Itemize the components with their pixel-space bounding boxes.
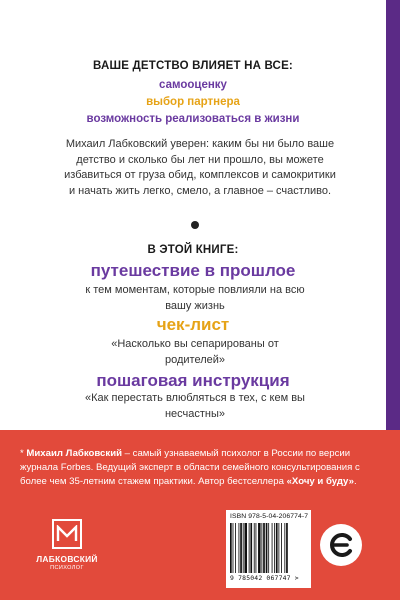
intro-item-self-esteem: самооценку — [159, 79, 227, 91]
author-name: Михаил Лабковский — [26, 448, 122, 459]
book-heading: В ЭТОЙ КНИГЕ: — [147, 244, 239, 256]
intro-heading: ВАШЕ ДЕТСТВО ВЛИЯЕТ НА ВСЕ: — [93, 60, 293, 72]
intro-paragraph: Михаил Лабковский уверен: каким бы ни было ваше детство и сколько бы лет ни прошло, вы можете избавиться от груза обид, комплексов и самокритики и начать жить легко, смело, а главное – счастливо. — [64, 138, 336, 197]
eksmo-logo-icon — [320, 524, 362, 566]
section-text-checklist: «Насколько вы сепарированы от родителей» — [111, 338, 279, 366]
logo-name: ЛАБКОВСКИЙ — [36, 554, 98, 564]
bio-end: . — [353, 476, 357, 487]
bio-asterisk: * — [20, 448, 27, 459]
ean-digits: 9 785042 067747 > — [230, 574, 299, 582]
isbn-number: ISBN 978-5-04-206774-7 — [230, 513, 309, 520]
barcode — [226, 510, 311, 588]
barcode-bars — [230, 523, 307, 573]
spine-stripe — [386, 0, 400, 430]
labkovsky-monogram-icon — [52, 519, 82, 549]
section-title-checklist: чек-лист — [156, 315, 230, 334]
section-text-instruction: «Как перестать влюбляться в тех, с кем вы несчастны» — [85, 392, 305, 420]
section-title-journey: путешествие в прошлое — [90, 261, 296, 280]
intro-item-self-realization: возможность реализоваться в жизни — [86, 113, 300, 125]
bio-text: – самый узнаваемый психолог в России по версии журнала Forbes. Ведущий эксперт в области семейного консультирования с более чем 35-летним стажем практики. Автор бестселлера — [20, 448, 360, 487]
section-text-journey: к тем моментам, которые повлияли на всю вашу жизнь — [85, 284, 305, 312]
bullet-dot — [191, 221, 199, 229]
logo-subtitle: ПСИХОЛОГ — [50, 565, 84, 571]
intro-item-partner-choice: выбор партнера — [146, 96, 240, 108]
author-bio — [20, 447, 380, 489]
section-title-instruction: пошаговая инструкция — [96, 371, 290, 390]
bestseller-title: «Хочу и буду» — [286, 476, 354, 487]
